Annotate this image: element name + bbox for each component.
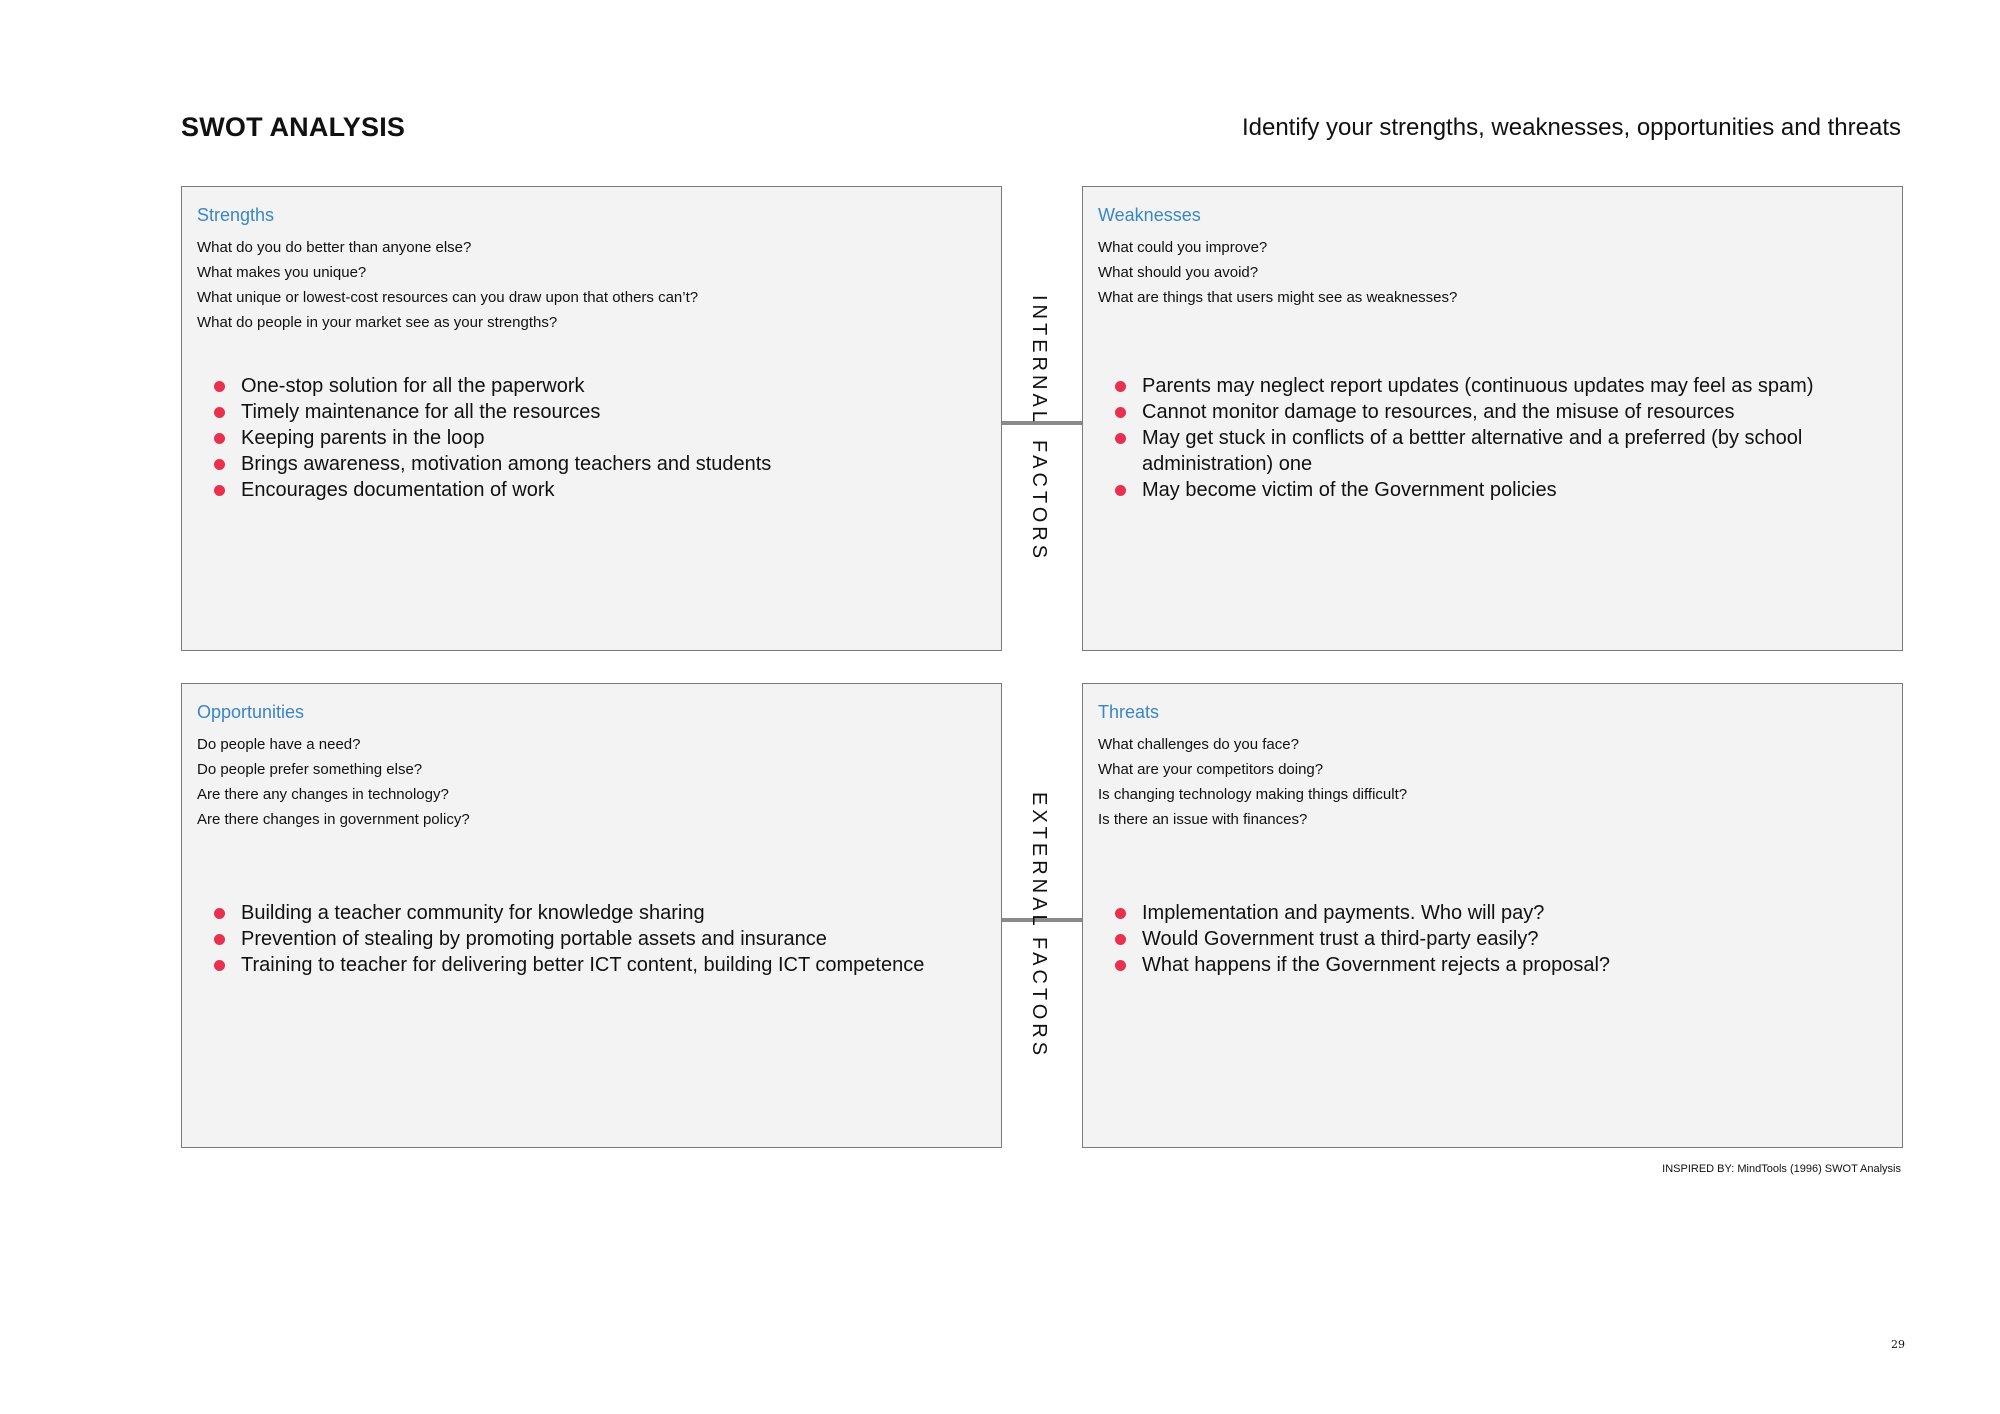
question-item: Are there changes in government policy? xyxy=(197,811,470,828)
opportunities-heading: Opportunities xyxy=(197,702,305,722)
page-title: SWOT ANALYSIS xyxy=(181,112,406,142)
threats-points xyxy=(1115,900,1855,978)
bullet-point xyxy=(1115,926,1855,952)
bullet-text: Encourages documentation of work xyxy=(241,479,555,501)
strengths-questions xyxy=(197,235,698,335)
page-number: 29 xyxy=(1891,1338,1905,1351)
question-item: Are there any changes in technology? xyxy=(197,786,449,803)
credit-note: INSPIRED BY: MindTools (1996) SWOT Analysis xyxy=(1662,1163,1901,1175)
threats-questions xyxy=(1098,732,1407,832)
bullet-point xyxy=(214,926,954,952)
opportunities-box xyxy=(181,683,1002,1148)
bullet-dot-icon xyxy=(214,407,225,418)
bullet-point xyxy=(214,399,954,425)
bullet-text: Timely maintenance for all the resources xyxy=(241,401,601,423)
question-item: What should you avoid? xyxy=(1098,264,1259,281)
bullet-text: Training to teacher for delivering better ICT content, building ICT competence xyxy=(241,954,925,976)
external-factors-label: FACTORS xyxy=(1028,937,1050,1060)
bullet-dot-icon xyxy=(1115,908,1126,919)
bullet-text: May become victim of the Government policies xyxy=(1142,479,1557,501)
bullet-dot-icon xyxy=(214,934,225,945)
bullet-text: Cannot monitor damage to resources, and the misuse of resources xyxy=(1142,401,1735,423)
bullet-point xyxy=(1115,900,1855,926)
bullet-text: Would Government trust a third-party easily? xyxy=(1142,928,1539,950)
opportunities-points xyxy=(214,900,954,978)
question-item: What could you improve? xyxy=(1098,239,1268,256)
external-label: EXTERNAL xyxy=(1028,792,1050,930)
opportunities-questions xyxy=(197,732,470,832)
bullet-point xyxy=(214,900,954,926)
weaknesses-box xyxy=(1082,186,1903,651)
bullet-dot-icon xyxy=(1115,960,1126,971)
internal-label: INTERNAL xyxy=(1028,295,1050,426)
bullet-text: Keeping parents in the loop xyxy=(241,427,485,449)
bullet-dot-icon xyxy=(1115,433,1126,444)
threats-box xyxy=(1082,683,1903,1148)
bullet-text: May get stuck in conflicts of a bettter alternative and a preferred (by school administration) one xyxy=(1142,427,1803,475)
question-item: Do people have a need? xyxy=(197,736,361,753)
strengths-heading: Strengths xyxy=(197,205,275,225)
question-item: What unique or lowest-cost resources can you draw upon that others can’t? xyxy=(197,289,699,306)
bullet-text: Building a teacher community for knowledge sharing xyxy=(241,902,705,924)
weaknesses-points xyxy=(1115,373,1855,503)
question-item: What are your competitors doing? xyxy=(1098,761,1324,778)
bullet-text: Brings awareness, motivation among teachers and students xyxy=(241,453,772,475)
strengths-points xyxy=(214,373,954,503)
bullet-dot-icon xyxy=(1115,407,1126,418)
question-item: What are things that users might see as weaknesses? xyxy=(1098,289,1458,306)
bullet-point xyxy=(1115,952,1855,978)
bullet-dot-icon xyxy=(1115,485,1126,496)
bullet-point xyxy=(214,477,954,503)
bullet-text: Parents may neglect report updates (continuous updates may feel as spam) xyxy=(1142,375,1814,397)
bullet-point xyxy=(214,952,954,978)
bullet-dot-icon xyxy=(214,485,225,496)
bullet-dot-icon xyxy=(214,459,225,470)
bullet-point xyxy=(1115,373,1855,399)
bullet-text: Implementation and payments. Who will pay? xyxy=(1142,902,1545,924)
bullet-text: One-stop solution for all the paperwork xyxy=(241,375,585,397)
question-item: What do people in your market see as your strengths? xyxy=(197,314,558,331)
bullet-point xyxy=(1115,425,1855,477)
bullet-dot-icon xyxy=(1115,381,1126,392)
bullet-dot-icon xyxy=(214,908,225,919)
weaknesses-heading: Weaknesses xyxy=(1098,205,1201,225)
bullet-dot-icon xyxy=(214,381,225,392)
bullet-point xyxy=(1115,399,1855,425)
question-item: Do people prefer something else? xyxy=(197,761,423,778)
question-item: What do you do better than anyone else? xyxy=(197,239,472,256)
threats-heading: Threats xyxy=(1098,702,1160,722)
question-item: What challenges do you face? xyxy=(1098,736,1299,753)
strengths-box xyxy=(181,186,1002,651)
bullet-point xyxy=(214,373,954,399)
bullet-point xyxy=(1115,477,1855,503)
bullet-point xyxy=(214,451,954,477)
bullet-text: Prevention of stealing by promoting portable assets and insurance xyxy=(241,928,827,950)
weaknesses-questions xyxy=(1098,235,1457,310)
question-item: What makes you unique? xyxy=(197,264,367,281)
internal-factors-label: FACTORS xyxy=(1028,440,1050,563)
bullet-dot-icon xyxy=(1115,934,1126,945)
question-item: Is changing technology making things difficult? xyxy=(1098,786,1408,803)
bullet-point xyxy=(214,425,954,451)
bullet-dot-icon xyxy=(214,433,225,444)
bullet-dot-icon xyxy=(214,960,225,971)
page-subtitle: Identify your strengths, weaknesses, opportunities and threats xyxy=(1241,114,1901,141)
bullet-text: What happens if the Government rejects a proposal? xyxy=(1142,954,1611,976)
question-item: Is there an issue with finances? xyxy=(1098,811,1308,828)
